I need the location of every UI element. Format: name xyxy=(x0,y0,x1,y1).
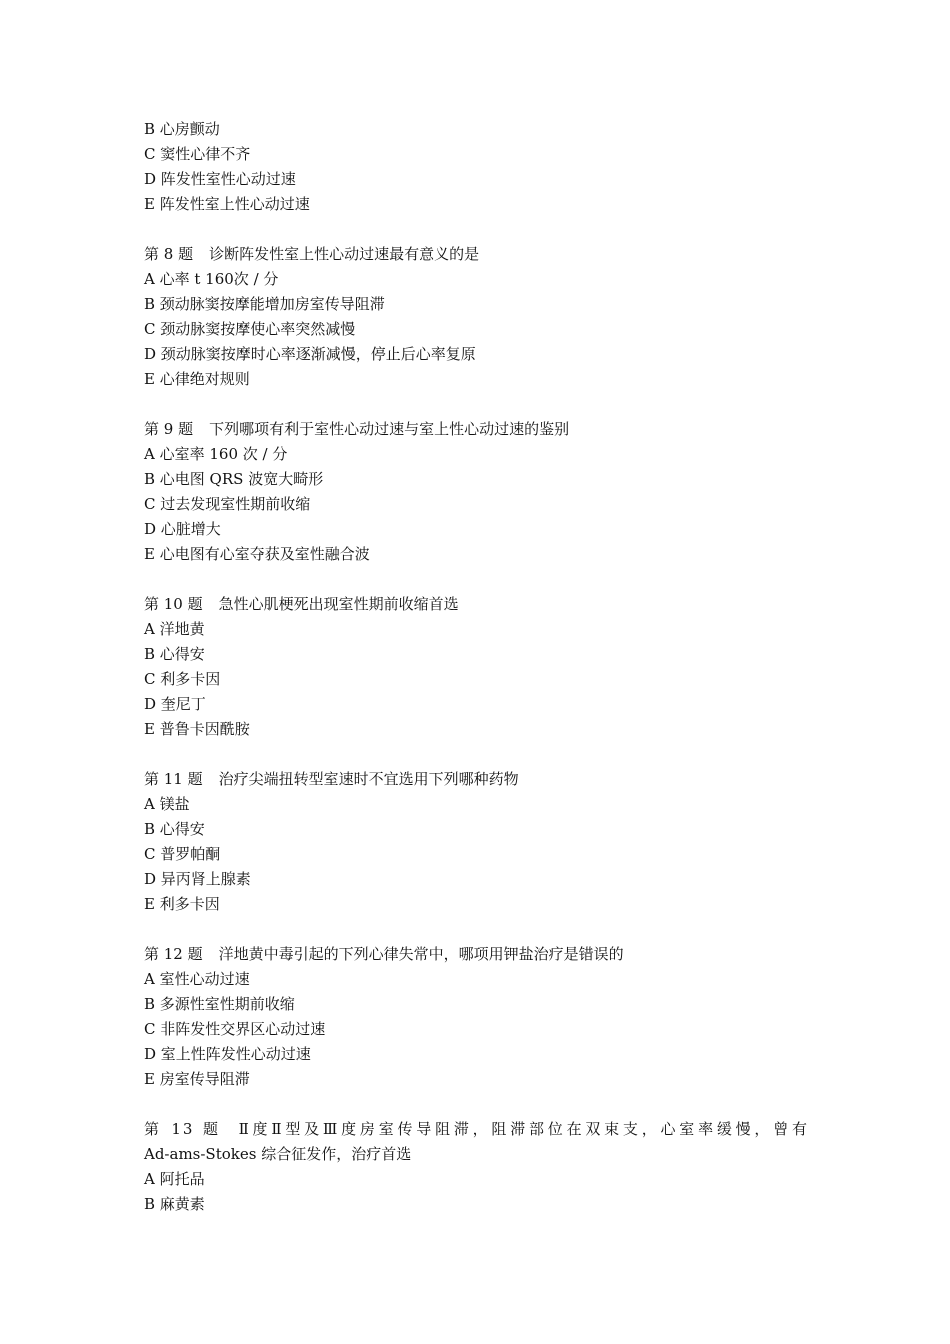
question-stem xyxy=(144,592,809,617)
option-b: B 麻黄素 xyxy=(144,1195,205,1213)
option-e: E 普鲁卡因酰胺 xyxy=(144,720,250,738)
document-content xyxy=(144,117,809,1217)
option-b: B 心得安 xyxy=(144,820,205,838)
option-e: E 心律绝对规则 xyxy=(144,370,250,388)
question-9 xyxy=(144,417,809,567)
spacer xyxy=(144,567,809,592)
option-a: A 洋地黄 xyxy=(144,620,205,638)
question-stem xyxy=(144,942,809,967)
option-e: E 房室传导阻滞 xyxy=(144,1070,250,1088)
question-number: 第 13 题 xyxy=(144,1120,222,1138)
question-text: 治疗尖端扭转型室速时不宜选用下列哪种药物 xyxy=(218,770,519,788)
question-stem xyxy=(144,767,809,792)
spacer xyxy=(144,917,809,942)
question-8 xyxy=(144,242,809,392)
question-10 xyxy=(144,592,809,742)
option-c: C 窦性心律不齐 xyxy=(144,145,251,163)
option-e: E 利多卡因 xyxy=(144,895,220,913)
question-number: 第 11 题 xyxy=(144,770,203,788)
option-d: D 颈动脉窦按摩时心率逐渐减慢，停止后心率复原 xyxy=(144,345,476,363)
option-c: C 普罗帕酮 xyxy=(144,845,221,863)
question-13 xyxy=(144,1117,809,1217)
option-b: B 颈动脉窦按摩能增加房室传导阻滞 xyxy=(144,295,385,313)
option-e: E 阵发性室上性心动过速 xyxy=(144,195,310,213)
option-a: A 心室率 160 次 / 分 xyxy=(144,445,288,463)
question-stem-line-2: Ad-ams-Stokes 综合征发作，治疗首选 xyxy=(144,1145,412,1163)
option-a: A 室性心动过速 xyxy=(144,970,250,988)
option-b: B 多源性室性期前收缩 xyxy=(144,995,295,1013)
option-a: A 镁盐 xyxy=(144,795,190,813)
option-b: B 心电图 QRS 波宽大畸形 xyxy=(144,470,324,488)
question-number: 第 9 题 xyxy=(144,420,194,438)
option-d: D 奎尼丁 xyxy=(144,695,206,713)
option-b: B 心得安 xyxy=(144,645,205,663)
option-e: E 心电图有心室夺获及室性融合波 xyxy=(144,545,370,563)
question-text: 急性心肌梗死出现室性期前收缩首选 xyxy=(218,595,459,613)
option-b: B 心房颤动 xyxy=(144,120,220,138)
spacer xyxy=(144,392,809,417)
option-a: A 阿托品 xyxy=(144,1170,205,1188)
spacer xyxy=(144,1092,809,1117)
question-text: 下列哪项有利于室性心动过速与室上性心动过速的鉴别 xyxy=(209,420,570,438)
question-12 xyxy=(144,942,809,1092)
spacer xyxy=(144,217,809,242)
option-c: C 非阵发性交界区心动过速 xyxy=(144,1020,326,1038)
option-d: D 室上性阵发性心动过速 xyxy=(144,1045,311,1063)
question-stem-line-1 xyxy=(144,1117,809,1142)
question-stem xyxy=(144,417,809,442)
question-stem xyxy=(144,242,809,267)
question-number: 第 8 题 xyxy=(144,245,194,263)
option-c: C 颈动脉窦按摩使心率突然减慢 xyxy=(144,320,356,338)
question-text: 洋地黄中毒引起的下列心律失常中，哪项用钾盐治疗是错误的 xyxy=(218,945,624,963)
option-d: D 阵发性室性心动过速 xyxy=(144,170,296,188)
option-a: A 心率 t 160次 / 分 xyxy=(144,270,279,288)
question-number: 第 10 题 xyxy=(144,595,203,613)
option-c: C 过去发现室性期前收缩 xyxy=(144,495,311,513)
option-c: C 利多卡因 xyxy=(144,670,221,688)
question-number: 第 12 题 xyxy=(144,945,203,963)
option-d: D 心脏增大 xyxy=(144,520,221,538)
continuation-options xyxy=(144,117,809,217)
question-11 xyxy=(144,767,809,917)
question-text: 诊断阵发性室上性心动过速最有意义的是 xyxy=(209,245,480,263)
question-text: Ⅱ度Ⅱ型及Ⅲ度房室传导阻滞，阻滞部位在双束支，心室率缓慢，曾有 xyxy=(238,1120,810,1138)
option-d: D 异丙肾上腺素 xyxy=(144,870,251,888)
spacer xyxy=(144,742,809,767)
